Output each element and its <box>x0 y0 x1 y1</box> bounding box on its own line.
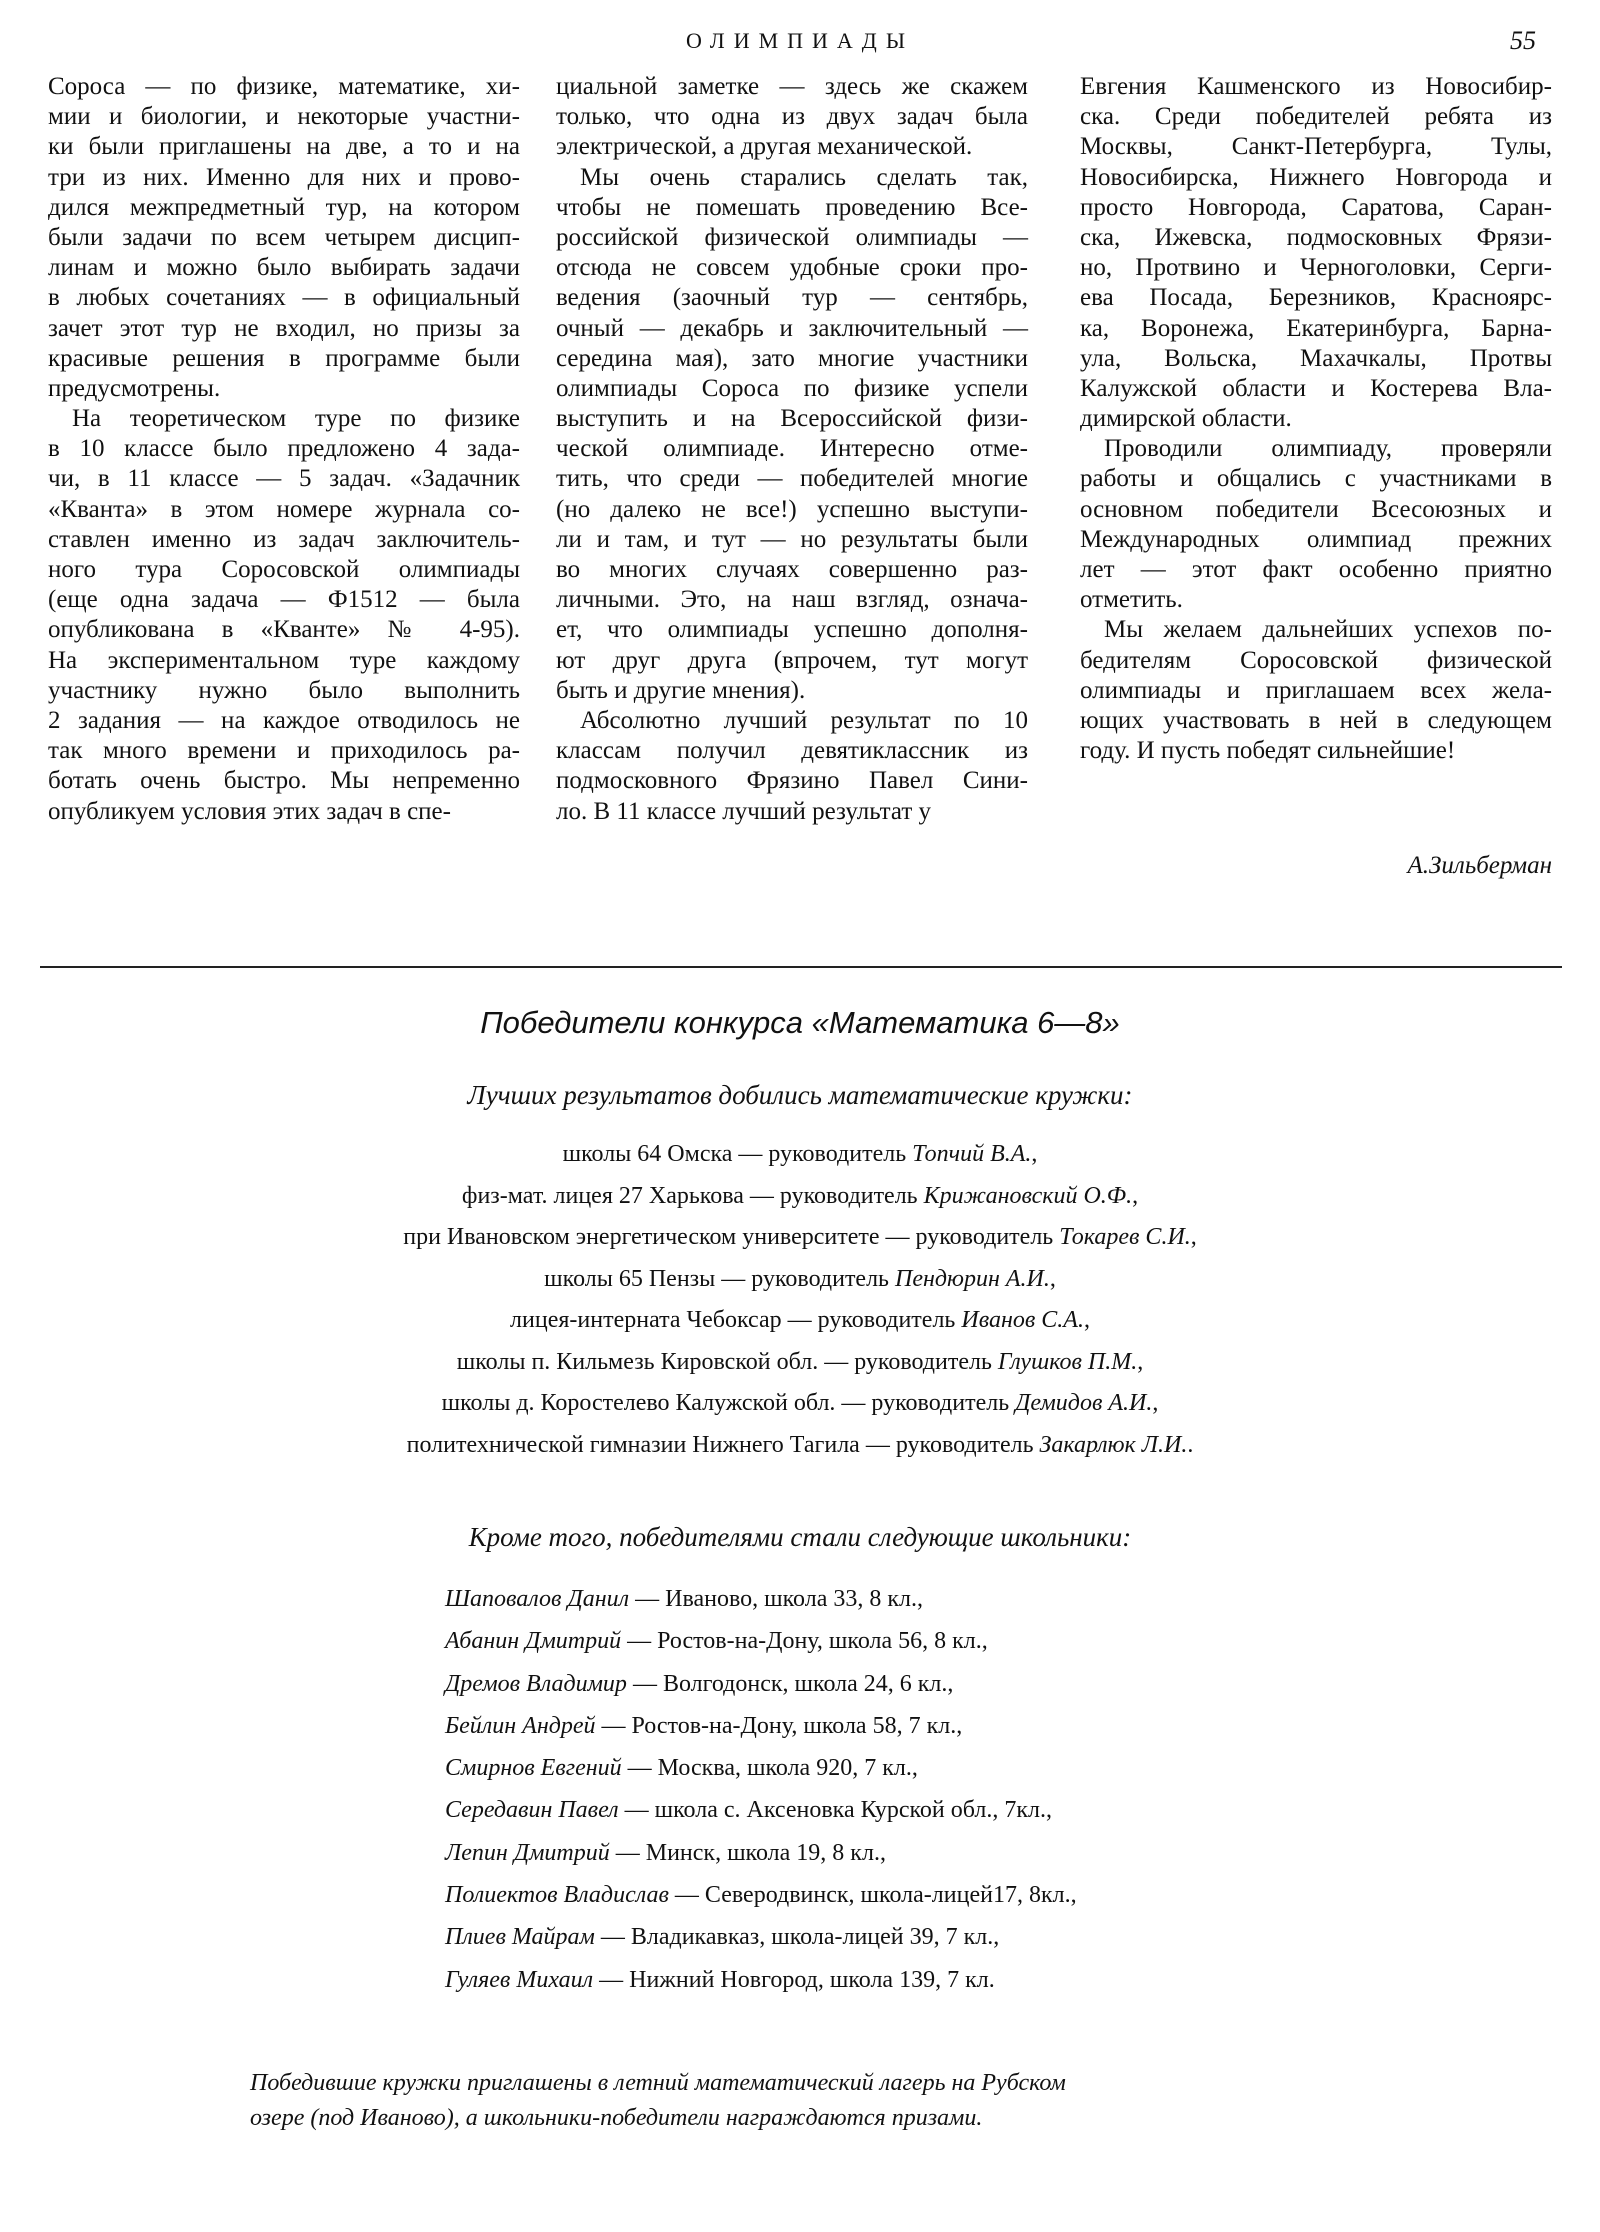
text-line: Проводили олимпиаду, проверяли <box>1104 435 1552 463</box>
student-name: Шаповалов Данил <box>445 1586 630 1612</box>
text-line: чи, в 11 классе — 5 задач. «Задачник <box>48 465 520 493</box>
student-info: — Северодвинск, школа-лицей17, 8кл., <box>668 1882 1077 1909</box>
club-description: физ-мат. лицея 27 Харькова — руководитель <box>461 1182 924 1209</box>
club-entry <box>0 1300 1600 1342</box>
punctuation: , <box>1049 1265 1056 1292</box>
punctuation: , <box>1031 1141 1038 1167</box>
student-info: — Иваново, школа 33, 8 кл., <box>629 1586 923 1612</box>
text-line: ска. Среди победителей ребята из <box>1080 103 1552 131</box>
text-line: ведения (заочный тур — сентябрь, <box>556 284 1028 312</box>
paragraph <box>48 404 520 827</box>
student-name: Полиектов Владислав <box>445 1882 669 1909</box>
text-line: так много времени и приходилось ра- <box>48 737 520 765</box>
student-info: — Волгодонск, школа 24, 6 кл., <box>626 1670 954 1697</box>
text-line: середина мая), зато многие участники <box>556 344 1028 372</box>
article-column-3 <box>1080 72 1552 766</box>
student-info: — Москва, школа 920, 7 кл., <box>621 1755 918 1782</box>
footer-line: Победившие кружки приглашены в летний математический лагерь на Рубском <box>250 2070 1066 2096</box>
text-line: дился межпредметный тур, на котором <box>48 193 520 221</box>
student-info: — Минск, школа 19, 8 кл., <box>609 1839 886 1866</box>
text-line: Мы желаем дальнейших успехов по- <box>1104 616 1552 644</box>
student-entry <box>445 1663 1077 1705</box>
running-title: ОЛИМПИАДЫ <box>685 28 915 53</box>
text-line: ева Посада, Березников, Красноярс- <box>1080 284 1552 312</box>
text-line: году. И пусть победят сильнейшие! <box>1080 737 1456 765</box>
club-description: школы п. Кильмезь Кировской обл. — руководитель <box>456 1348 998 1375</box>
text-line: 2 задания — на каждое отводилось не <box>48 706 520 734</box>
text-line: выступить и на Всероссийской физи- <box>556 405 1028 433</box>
punctuation: , <box>1152 1390 1159 1416</box>
footer-note <box>250 2066 1066 2136</box>
student-entry <box>445 1874 1077 1916</box>
text-line: Евгения Кашменского из Новосибир- <box>1080 73 1552 100</box>
student-info: — Ростов-на-Дону, школа 56, 8 кл., <box>621 1628 988 1655</box>
text-line: чтобы не помешать проведению Все- <box>556 193 1028 221</box>
student-info: — Владикавказ, школа-лицей 39, 7 кл., <box>594 1924 1000 1951</box>
text-line: отметить. <box>1080 586 1183 614</box>
punctuation: , <box>1083 1307 1090 1333</box>
paragraph <box>1080 615 1552 766</box>
text-line: личными. Это, на наш взгляд, означа- <box>556 586 1028 614</box>
text-line: отсюда не совсем удобные сроки про- <box>556 254 1028 282</box>
student-name: Середавин Павел <box>445 1797 619 1824</box>
author-signature: А.Зильберман <box>1407 852 1552 879</box>
text-line: очный — декабрь и заключительный — <box>556 314 1028 342</box>
text-line: ют друг друга (впрочем, тут могут <box>556 646 1028 674</box>
text-line: в 10 классе было предложено 4 зада- <box>48 435 520 463</box>
text-line: «Кванта» в этом номере журнала со- <box>48 495 520 523</box>
club-leader: Иванов С.А. <box>961 1307 1084 1333</box>
text-line: опубликуем условия этих задач в спе- <box>48 797 451 825</box>
students-heading: Кроме того, победителями стали следующие школьники: <box>468 1522 1132 1552</box>
page-number: 55 <box>1510 26 1536 55</box>
text-line: подмосковного Фрязино Павел Сини- <box>556 767 1028 795</box>
student-entry <box>445 1705 1077 1747</box>
student-name: Смирнов Евгений <box>445 1755 622 1782</box>
text-line: олимпиады и приглашаем всех жела- <box>1080 676 1552 704</box>
text-line: На экспериментальном туре каждому <box>48 646 520 674</box>
text-line: предусмотрены. <box>48 374 221 402</box>
club-entry <box>0 1134 1600 1176</box>
student-info: — Нижний Новгород, школа 139, 7 кл. <box>593 1966 995 1993</box>
clubs-heading: Лучших результатов добились математические кружки: <box>467 1080 1133 1110</box>
text-line: циальной заметке — здесь же скажем <box>556 73 1028 100</box>
text-line: три из них. Именно для них и прово- <box>48 163 520 191</box>
club-leader: Крижановский О.Ф. <box>923 1182 1133 1209</box>
club-leader: Закарлюк Л.И. <box>1039 1431 1188 1458</box>
text-line: только, что одна из двух задач была <box>556 103 1028 131</box>
text-line: зачет этот тур не входил, но призы за <box>48 314 520 342</box>
text-line: просто Новгорода, Саратова, Саран- <box>1080 193 1552 221</box>
paragraph <box>1080 434 1552 615</box>
paragraph <box>48 72 520 404</box>
text-line: линам и можно было выбирать задачи <box>48 254 520 282</box>
text-line: во многих случаях совершенно раз- <box>556 556 1028 583</box>
paragraph <box>1080 72 1552 434</box>
text-line: ло. В 11 классе лучший результат у <box>556 797 932 825</box>
contest-title: Победители конкурса «Математика 6—8» <box>480 1005 1120 1040</box>
text-line: работы и общались с участниками в <box>1080 465 1552 493</box>
text-line: лет — этот факт особенно приятно <box>1080 556 1552 583</box>
article-column-2 <box>556 72 1028 827</box>
text-line: ка, Воронежа, Екатеринбурга, Барна- <box>1080 314 1552 342</box>
text-line: но, Протвино и Черноголовки, Серги- <box>1080 254 1552 282</box>
text-line: классам получил девятиклассник из <box>556 737 1028 765</box>
club-entry <box>0 1176 1600 1218</box>
club-entry <box>0 1259 1600 1301</box>
text-line: олимпиады Сороса по физике успели <box>556 374 1028 402</box>
text-line: Абсолютно лучший результат по 10 <box>580 706 1028 734</box>
text-line: ного тура Соросовской олимпиады <box>48 556 520 583</box>
paragraph <box>556 72 1028 163</box>
text-line: участнику нужно было выполнить <box>48 676 520 704</box>
article-column-1 <box>48 72 520 827</box>
punctuation: , <box>1132 1182 1139 1209</box>
text-line: На теоретическом туре по физике <box>72 405 520 433</box>
student-entry <box>445 1620 1077 1662</box>
student-name: Плиев Майрам <box>445 1924 595 1951</box>
club-description: школы 64 Омска — руководитель <box>562 1141 913 1167</box>
text-line: тить, что среди — победителей многие <box>556 465 1028 493</box>
text-line: ет, что олимпиады успешно дополня- <box>556 616 1028 644</box>
punctuation: . <box>1187 1431 1194 1458</box>
student-name: Бейлин Андрей <box>445 1712 596 1739</box>
text-line: ска, Ижевска, подмосковных Фрязи- <box>1080 223 1552 251</box>
text-line: Калужской области и Костерева Вла- <box>1080 374 1552 402</box>
text-line: ли и там, и тут — но результаты были <box>556 525 1028 553</box>
club-description: лицея-интерната Чебоксар — руководитель <box>510 1307 962 1333</box>
punctuation: , <box>1137 1348 1144 1375</box>
section-divider <box>40 966 1562 968</box>
student-name: Дремов Владимир <box>445 1670 627 1697</box>
paragraph <box>556 706 1028 827</box>
footer-line: озере (под Иваново), а школьники-победители награждаются призами. <box>250 2105 983 2131</box>
club-description: политехнической гимназии Нижнего Тагила — руководитель <box>406 1431 1040 1458</box>
club-leader: Топчий В.А. <box>912 1141 1032 1167</box>
text-line: ки были приглашены на две, а то и на <box>48 133 520 161</box>
club-entry <box>0 1425 1600 1467</box>
club-entry <box>0 1217 1600 1259</box>
text-line: Международных олимпиад прежних <box>1080 525 1552 553</box>
club-leader: Демидов А.И. <box>1015 1390 1153 1416</box>
text-line: основном победители Всесоюзных и <box>1080 495 1552 523</box>
club-entry <box>0 1383 1600 1425</box>
student-name: Абанин Дмитрий <box>445 1628 622 1655</box>
club-description: школы 65 Пензы — руководитель <box>544 1265 895 1292</box>
text-line: опубликована в «Кванте» № 4-95). <box>48 616 520 644</box>
club-entry <box>0 1342 1600 1384</box>
students-list <box>445 1578 1077 2001</box>
student-entry <box>445 1789 1077 1831</box>
text-line: ставлен именно из задач заключитель- <box>48 525 520 553</box>
text-line: в любых сочетаниях — в официальный <box>48 284 520 312</box>
club-leader: Глушков П.М. <box>997 1348 1138 1375</box>
student-entry <box>445 1959 1077 2001</box>
punctuation: , <box>1190 1224 1197 1250</box>
clubs-list <box>0 1134 1600 1466</box>
student-entry <box>445 1832 1077 1874</box>
paragraph <box>556 163 1028 706</box>
text-line: Москвы, Санкт-Петербурга, Тулы, <box>1080 133 1552 161</box>
club-leader: Пендюрин А.И. <box>895 1265 1050 1292</box>
text-line: быть и другие мнения). <box>556 676 806 704</box>
student-name: Гуляев Михаил <box>445 1966 594 1993</box>
text-line: российской физической олимпиады — <box>556 223 1028 251</box>
student-info: — Ростов-на-Дону, школа 58, 7 кл., <box>595 1712 963 1739</box>
student-info: — школа с. Аксеновка Курской обл., 7кл., <box>618 1797 1052 1824</box>
text-line: красивые решения в программе были <box>48 344 520 372</box>
student-entry <box>445 1916 1077 1958</box>
text-line: Сороса — по физике, математике, хи- <box>48 73 520 100</box>
student-name: Лепин Дмитрий <box>445 1839 610 1866</box>
text-line: ющих участвовать в ней в следующем <box>1080 706 1552 734</box>
text-line: (еще одна задача — Ф1512 — была <box>48 586 520 614</box>
text-line: Новосибирска, Нижнего Новгорода и <box>1080 163 1552 191</box>
club-leader: Токарев С.И. <box>1059 1224 1191 1250</box>
text-line: (но далеко не все!) успешно выступи- <box>556 495 1028 523</box>
club-description: при Ивановском энергетическом университете — руководитель <box>403 1224 1060 1250</box>
student-entry <box>445 1747 1077 1789</box>
text-line: электрической, а другая механической. <box>556 133 973 161</box>
text-line: мии и биологии, и некоторые участни- <box>48 103 520 131</box>
text-line: ческой олимпиаде. Интересно отме- <box>556 435 1028 463</box>
student-entry <box>445 1578 1077 1620</box>
text-line: Мы очень старались сделать так, <box>580 163 1028 191</box>
club-description: школы д. Коростелево Калужской обл. — руководитель <box>441 1390 1016 1416</box>
text-line: бедителям Соросовской физической <box>1080 646 1552 674</box>
text-line: были задачи по всем четырем дисцип- <box>48 223 520 251</box>
text-line: ула, Вольска, Махачкалы, Протвы <box>1080 344 1552 372</box>
text-line: димирской области. <box>1080 405 1292 433</box>
text-line: ботать очень быстро. Мы непременно <box>48 767 520 795</box>
